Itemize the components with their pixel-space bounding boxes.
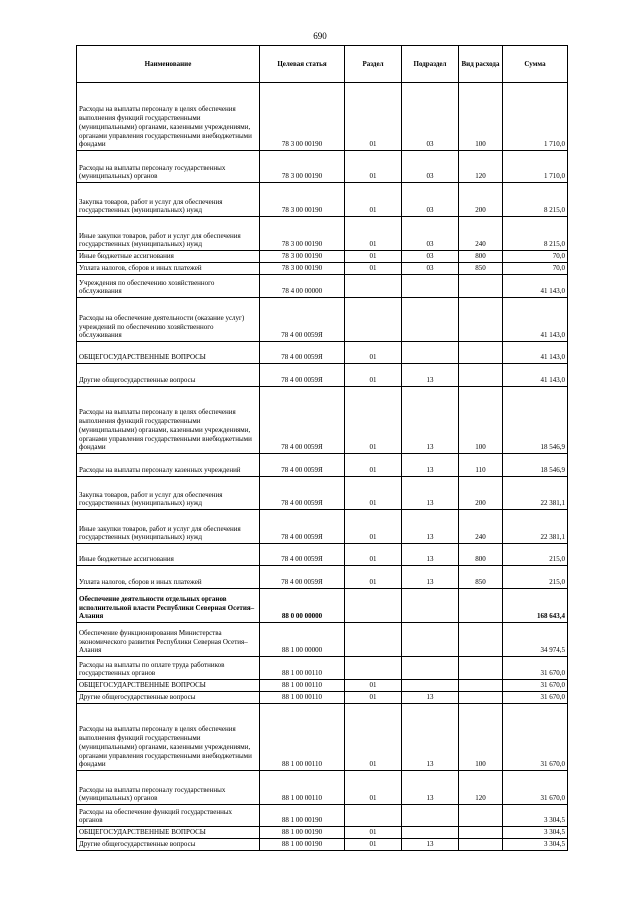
row-expense-type <box>459 589 503 623</box>
table-row <box>77 510 568 544</box>
row-target-code: 78 3 00 00190 <box>260 251 345 263</box>
row-expense-type <box>459 680 503 692</box>
table-row <box>77 387 568 454</box>
table-row <box>77 151 568 183</box>
row-expense-type: 110 <box>459 454 503 477</box>
table-row <box>77 477 568 510</box>
row-sum: 22 381,1 <box>503 510 568 544</box>
row-expense-type <box>459 839 503 851</box>
row-name: Расходы на выплаты персоналу казенных учреждений <box>77 454 260 477</box>
row-name: Иные бюджетные ассигнования <box>77 251 260 263</box>
table-row <box>77 454 568 477</box>
row-name: Закупка товаров, работ и услуг для обеспечения государственных (муниципальных) нужд <box>77 477 260 510</box>
row-section: 01 <box>345 680 402 692</box>
row-sum: 168 643,4 <box>503 589 568 623</box>
row-section: 01 <box>345 251 402 263</box>
row-section: 01 <box>345 544 402 566</box>
row-section: 01 <box>345 477 402 510</box>
row-subsection <box>402 342 459 364</box>
row-section <box>345 657 402 680</box>
table-row <box>77 704 568 771</box>
row-target-code: 78 4 00 0059Я <box>260 510 345 544</box>
row-sum: 1 710,0 <box>503 83 568 151</box>
row-section: 01 <box>345 454 402 477</box>
row-name: Расходы на выплаты персоналу в целях обеспечения выполнения функций государственными (муниципальными) органами, казенными учреждениями, органами управления государственными внебюджетными фондами <box>77 83 260 151</box>
row-name: ОБЩЕГОСУДАРСТВЕННЫЕ ВОПРОСЫ <box>77 342 260 364</box>
table-row <box>77 183 568 217</box>
row-expense-type <box>459 298 503 342</box>
row-sum: 215,0 <box>503 544 568 566</box>
row-section: 01 <box>345 566 402 589</box>
row-target-code: 78 4 00 0059Я <box>260 298 345 342</box>
row-target-code: 78 4 00 0059Я <box>260 566 345 589</box>
row-sum: 3 304,5 <box>503 805 568 827</box>
row-subsection: 13 <box>402 454 459 477</box>
row-name: Закупка товаров, работ и услуг для обеспечения государственных (муниципальных) нужд <box>77 183 260 217</box>
row-target-code: 78 3 00 00190 <box>260 263 345 275</box>
row-expense-type <box>459 275 503 298</box>
row-sum: 8 215,0 <box>503 217 568 251</box>
row-name: Расходы на выплаты по оплате труда работников государственных органов <box>77 657 260 680</box>
row-sum: 3 304,5 <box>503 839 568 851</box>
row-subsection: 13 <box>402 839 459 851</box>
row-section: 01 <box>345 510 402 544</box>
row-expense-type: 240 <box>459 510 503 544</box>
row-target-code: 88 1 00 00000 <box>260 623 345 657</box>
table-row <box>77 217 568 251</box>
table-row <box>77 827 568 839</box>
row-name: Расходы на выплаты персоналу в целях обеспечения выполнения функций государственными (муниципальными) органами, казенными учреждениями, органами управления государственными внебюджетными фондами <box>77 704 260 771</box>
header-sum: Сумма <box>503 46 568 83</box>
row-name: Уплата налогов, сборов и иных платежей <box>77 263 260 275</box>
row-sum: 22 381,1 <box>503 477 568 510</box>
row-section: 01 <box>345 771 402 805</box>
row-name: Иные закупки товаров, работ и услуг для обеспечения государственных (муниципальных) нужд <box>77 217 260 251</box>
row-subsection: 03 <box>402 217 459 251</box>
row-sum: 18 546,9 <box>503 387 568 454</box>
row-name: Другие общегосударственные вопросы <box>77 839 260 851</box>
row-subsection <box>402 827 459 839</box>
header-target-code: Целевая статья <box>260 46 345 83</box>
row-expense-type <box>459 805 503 827</box>
row-section: 01 <box>345 263 402 275</box>
row-target-code: 88 1 00 00110 <box>260 680 345 692</box>
row-target-code: 78 4 00 0059Я <box>260 454 345 477</box>
row-target-code: 78 3 00 00190 <box>260 151 345 183</box>
table-row <box>77 275 568 298</box>
table-row <box>77 657 568 680</box>
row-name: Другие общегосударственные вопросы <box>77 692 260 704</box>
row-expense-type: 100 <box>459 387 503 454</box>
row-name: ОБЩЕГОСУДАРСТВЕННЫЕ ВОПРОСЫ <box>77 827 260 839</box>
row-target-code: 88 1 00 00110 <box>260 771 345 805</box>
row-name: Расходы на обеспечение деятельности (оказание услуг) учреждений по обеспечению хозяйственного обслуживания <box>77 298 260 342</box>
row-expense-type: 240 <box>459 217 503 251</box>
row-section: 01 <box>345 692 402 704</box>
row-subsection: 03 <box>402 251 459 263</box>
row-subsection <box>402 298 459 342</box>
row-target-code: 78 4 00 0059Я <box>260 364 345 387</box>
row-name: ОБЩЕГОСУДАРСТВЕННЫЕ ВОПРОСЫ <box>77 680 260 692</box>
row-name: Расходы на выплаты персоналу в целях обеспечения выполнения функций государственными (муниципальными) органами, казенными учреждениями, органами управления государственными внебюджетными фондами <box>77 387 260 454</box>
row-section <box>345 805 402 827</box>
row-expense-type: 850 <box>459 566 503 589</box>
header-expense-type: Вид расхода <box>459 46 503 83</box>
row-sum: 31 670,0 <box>503 680 568 692</box>
row-expense-type: 100 <box>459 704 503 771</box>
row-name: Уплата налогов, сборов и иных платежей <box>77 566 260 589</box>
row-name: Учреждения по обеспечению хозяйственного обслуживания <box>77 275 260 298</box>
row-subsection: 03 <box>402 183 459 217</box>
row-subsection <box>402 805 459 827</box>
row-name: Иные закупки товаров, работ и услуг для обеспечения государственных (муниципальных) нужд <box>77 510 260 544</box>
table-row <box>77 771 568 805</box>
row-name: Расходы на обеспечение функций государственных органов <box>77 805 260 827</box>
row-name: Обеспечение функционирования Министерства экономического развития Республики Северная Осетия–Алания <box>77 623 260 657</box>
row-subsection: 13 <box>402 692 459 704</box>
row-subsection: 03 <box>402 151 459 183</box>
budget-table <box>76 45 568 851</box>
row-target-code: 78 3 00 00190 <box>260 217 345 251</box>
row-expense-type: 850 <box>459 263 503 275</box>
row-expense-type: 200 <box>459 477 503 510</box>
row-subsection: 13 <box>402 510 459 544</box>
table-row <box>77 83 568 151</box>
table-header-row <box>77 46 568 83</box>
row-target-code: 78 4 00 0059Я <box>260 342 345 364</box>
row-expense-type: 100 <box>459 83 503 151</box>
row-sum: 3 304,5 <box>503 827 568 839</box>
row-subsection <box>402 680 459 692</box>
table-row <box>77 589 568 623</box>
row-section: 01 <box>345 704 402 771</box>
row-expense-type <box>459 623 503 657</box>
row-section: 01 <box>345 387 402 454</box>
row-expense-type <box>459 692 503 704</box>
row-section: 01 <box>345 364 402 387</box>
row-section: 01 <box>345 217 402 251</box>
row-target-code: 88 1 00 00190 <box>260 839 345 851</box>
row-name: Обеспечение деятельности отдельных органов исполнительной власти Республики Северная Осетия–Алания <box>77 589 260 623</box>
row-name: Расходы на выплаты персоналу государственных (муниципальных) органов <box>77 151 260 183</box>
row-section <box>345 275 402 298</box>
row-section: 01 <box>345 183 402 217</box>
row-target-code: 88 1 00 00110 <box>260 704 345 771</box>
row-target-code: 78 4 00 00000 <box>260 275 345 298</box>
row-subsection <box>402 657 459 680</box>
header-name: Наименование <box>77 46 260 83</box>
row-sum: 31 670,0 <box>503 692 568 704</box>
row-section: 01 <box>345 83 402 151</box>
row-target-code: 88 0 00 00000 <box>260 589 345 623</box>
row-sum: 31 670,0 <box>503 771 568 805</box>
row-sum: 41 143,0 <box>503 298 568 342</box>
table-row <box>77 805 568 827</box>
row-target-code: 78 3 00 00190 <box>260 83 345 151</box>
row-subsection: 03 <box>402 263 459 275</box>
row-expense-type <box>459 827 503 839</box>
row-target-code: 78 3 00 00190 <box>260 183 345 217</box>
row-section: 01 <box>345 827 402 839</box>
row-expense-type: 800 <box>459 251 503 263</box>
table-row <box>77 364 568 387</box>
row-target-code: 78 4 00 0059Я <box>260 477 345 510</box>
table-body <box>77 83 568 851</box>
row-sum: 41 143,0 <box>503 364 568 387</box>
row-subsection: 13 <box>402 387 459 454</box>
row-sum: 70,0 <box>503 263 568 275</box>
row-expense-type: 120 <box>459 151 503 183</box>
table-row <box>77 298 568 342</box>
row-target-code: 88 1 00 00110 <box>260 692 345 704</box>
row-sum: 70,0 <box>503 251 568 263</box>
row-subsection <box>402 275 459 298</box>
row-section: 01 <box>345 342 402 364</box>
header-section: Раздел <box>345 46 402 83</box>
row-sum: 215,0 <box>503 566 568 589</box>
table-row <box>77 839 568 851</box>
row-name: Другие общегосударственные вопросы <box>77 364 260 387</box>
row-expense-type <box>459 364 503 387</box>
row-subsection: 13 <box>402 364 459 387</box>
row-sum: 41 143,0 <box>503 275 568 298</box>
row-target-code: 88 1 00 00190 <box>260 827 345 839</box>
row-sum: 8 215,0 <box>503 183 568 217</box>
row-sum: 18 546,9 <box>503 454 568 477</box>
row-target-code: 78 4 00 0059Я <box>260 387 345 454</box>
row-subsection: 13 <box>402 544 459 566</box>
row-expense-type <box>459 657 503 680</box>
row-sum: 1 710,0 <box>503 151 568 183</box>
table-row <box>77 566 568 589</box>
row-subsection: 13 <box>402 477 459 510</box>
table-row <box>77 623 568 657</box>
row-section: 01 <box>345 151 402 183</box>
table-row <box>77 680 568 692</box>
row-name: Расходы на выплаты персоналу государственных (муниципальных) органов <box>77 771 260 805</box>
row-expense-type <box>459 342 503 364</box>
table-row <box>77 692 568 704</box>
row-subsection: 03 <box>402 83 459 151</box>
page-number: 690 <box>313 31 327 41</box>
row-sum: 31 670,0 <box>503 704 568 771</box>
table-row <box>77 544 568 566</box>
row-target-code: 78 4 00 0059Я <box>260 544 345 566</box>
row-subsection: 13 <box>402 566 459 589</box>
row-target-code: 88 1 00 00190 <box>260 805 345 827</box>
row-section <box>345 589 402 623</box>
row-subsection <box>402 623 459 657</box>
row-expense-type: 200 <box>459 183 503 217</box>
row-expense-type: 120 <box>459 771 503 805</box>
row-section <box>345 623 402 657</box>
row-sum: 41 143,0 <box>503 342 568 364</box>
row-subsection: 13 <box>402 704 459 771</box>
row-subsection: 13 <box>402 771 459 805</box>
row-name: Иные бюджетные ассигнования <box>77 544 260 566</box>
table-row <box>77 263 568 275</box>
row-subsection <box>402 589 459 623</box>
row-expense-type: 800 <box>459 544 503 566</box>
row-sum: 34 974,5 <box>503 623 568 657</box>
row-section <box>345 298 402 342</box>
row-section: 01 <box>345 839 402 851</box>
table-row <box>77 251 568 263</box>
header-subsection: Подраздел <box>402 46 459 83</box>
table-row <box>77 342 568 364</box>
row-target-code: 88 1 00 00110 <box>260 657 345 680</box>
row-sum: 31 670,0 <box>503 657 568 680</box>
